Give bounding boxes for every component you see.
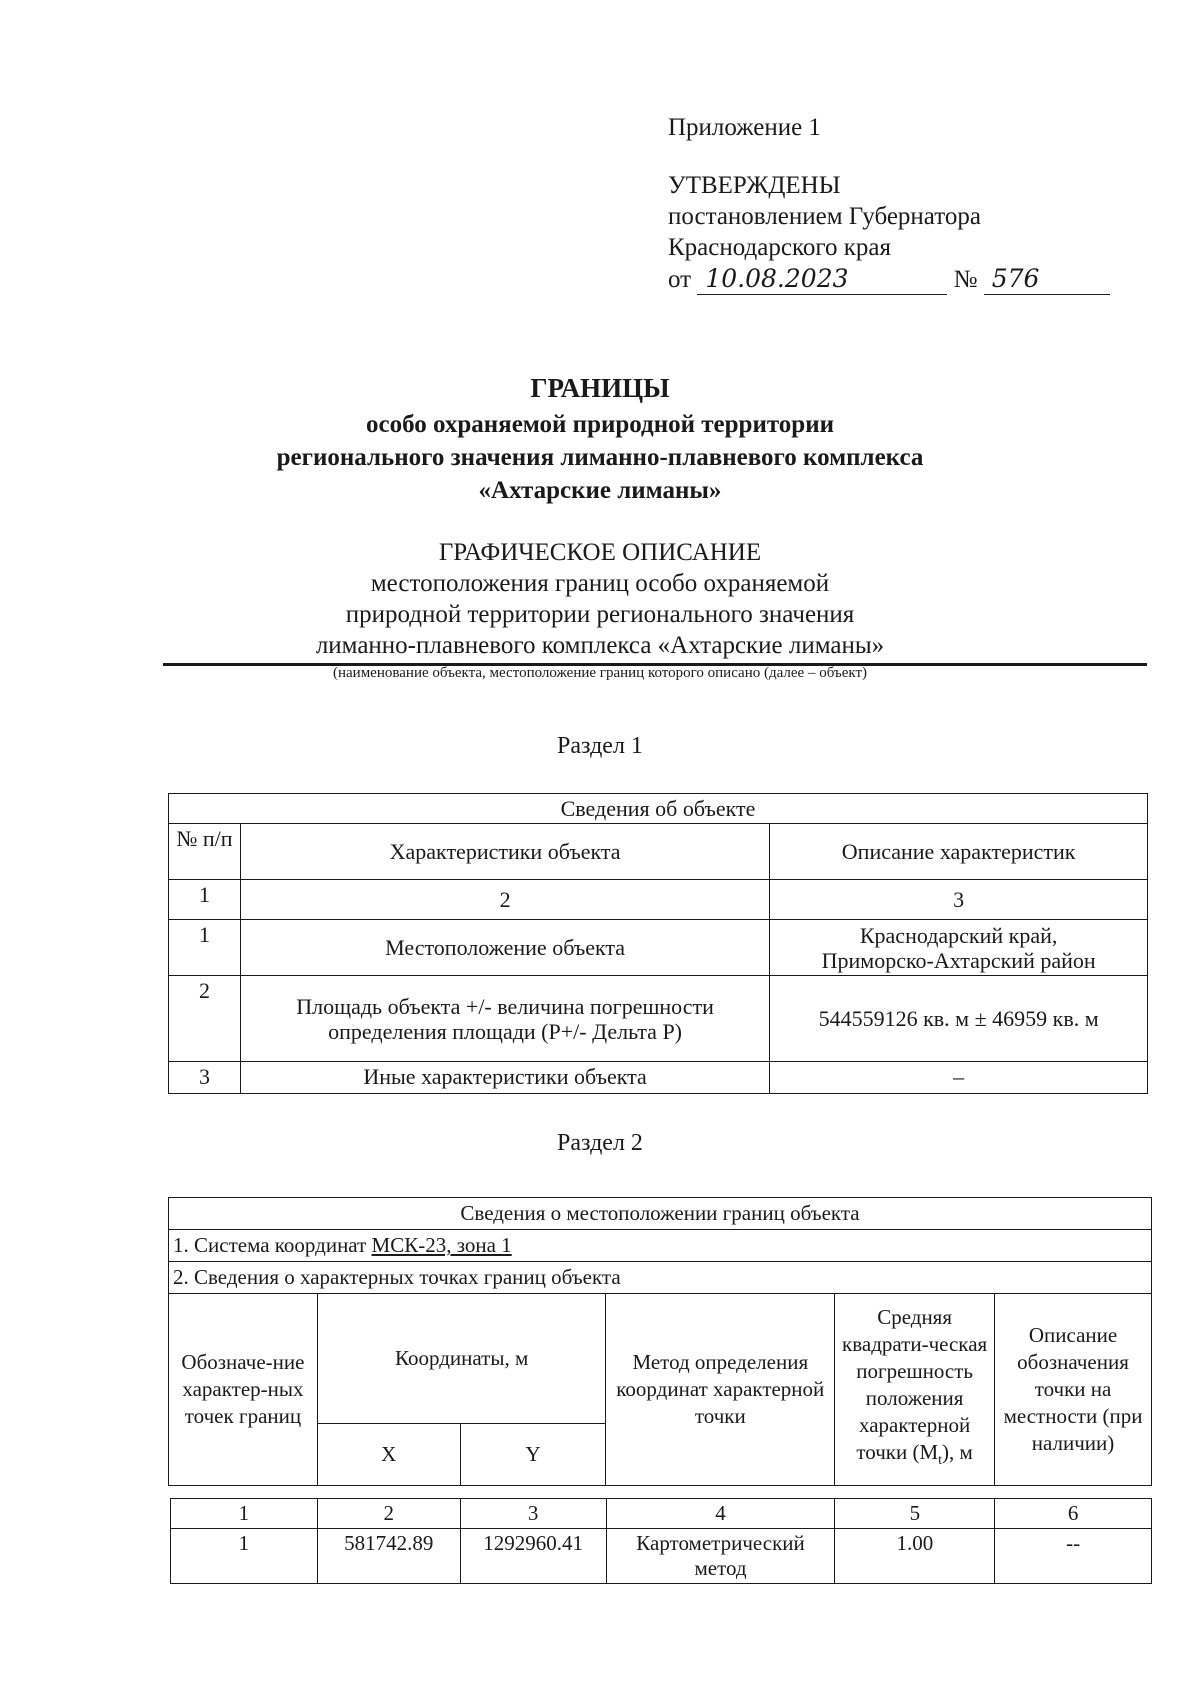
index-cell: 6 bbox=[995, 1499, 1152, 1529]
section-1-heading: Раздел 1 bbox=[557, 733, 643, 759]
header-num: № п/п bbox=[169, 824, 241, 880]
row-description: – bbox=[770, 1062, 1148, 1094]
header-characteristic: Характеристики объекта bbox=[240, 824, 769, 880]
section-2-heading: Раздел 2 bbox=[557, 1130, 643, 1156]
document-title: ГРАНИЦЫ bbox=[530, 373, 670, 403]
index-cell: 2 bbox=[240, 880, 769, 920]
point-x: 581742.89 bbox=[317, 1529, 460, 1584]
approval-line-1: постановлением Губернатора bbox=[668, 203, 981, 230]
title-line-1: особо охраняемой природной территории bbox=[365, 411, 835, 438]
header-error-subscript: t bbox=[938, 1453, 943, 1469]
object-caption: (наименование объекта, местоположение границ которого описано (далее – объект) bbox=[332, 665, 868, 681]
index-cell: 3 bbox=[770, 880, 1148, 920]
header-coordinates: Координаты, м bbox=[317, 1294, 606, 1424]
table-row bbox=[169, 976, 1148, 1062]
table-row bbox=[169, 1062, 1148, 1094]
handwritten-date: 10.08.2023 bbox=[697, 263, 947, 295]
header-x: X bbox=[317, 1424, 460, 1486]
header-method: Метод определения координат характерной точки bbox=[606, 1294, 835, 1486]
row-characteristic: Площадь объекта +/- величина погрешности определения площади (Р+/- Дельта Р) bbox=[240, 976, 769, 1062]
points-title-row: 2. Сведения о характерных точках границ объекта bbox=[169, 1262, 1152, 1294]
header-error-tail: ), м bbox=[942, 1440, 973, 1465]
table-row bbox=[169, 920, 1148, 976]
index-cell: 2 bbox=[317, 1499, 460, 1529]
index-cell: 1 bbox=[169, 880, 241, 920]
header-error bbox=[835, 1294, 995, 1486]
table-title: Сведения о местоположении границ объекта bbox=[169, 1198, 1152, 1230]
row-num: 1 bbox=[169, 920, 241, 976]
row-characteristic: Иные характеристики объекта bbox=[240, 1062, 769, 1094]
graphic-line-3: лиманно-плавневого комплекса «Ахтарские лиманы» bbox=[315, 632, 885, 659]
row-num: 2 bbox=[169, 976, 241, 1062]
approved-label: УТВЕРЖДЕНЫ bbox=[668, 172, 841, 199]
row-description: 544559126 кв. м ± 46959 кв. м bbox=[770, 976, 1148, 1062]
point-error: 1.00 bbox=[835, 1529, 995, 1584]
index-cell: 1 bbox=[171, 1499, 318, 1529]
header-y: Y bbox=[460, 1424, 606, 1486]
table-row bbox=[171, 1529, 1152, 1584]
number-prefix: № bbox=[953, 266, 978, 293]
table-title: Сведения об объекте bbox=[169, 794, 1148, 824]
approval-line-2: Краснодарского края bbox=[668, 234, 891, 261]
object-info-table bbox=[168, 793, 1148, 1094]
boundary-points-table bbox=[170, 1498, 1152, 1584]
graphic-line-2: природной территории регионального значения bbox=[345, 601, 855, 628]
row-description: Краснодарский край, Приморско-Ахтарский район bbox=[770, 920, 1148, 976]
point-number: 1 bbox=[171, 1529, 318, 1584]
header-designation: Обозначе-ние характер-ных точек границ bbox=[169, 1294, 318, 1486]
point-method: Картометрический метод bbox=[606, 1529, 835, 1584]
point-y: 1292960.41 bbox=[460, 1529, 606, 1584]
header-point-description: Описание обозначения точки на местности (при наличии) bbox=[995, 1294, 1152, 1486]
index-cell: 4 bbox=[606, 1499, 835, 1529]
index-cell: 3 bbox=[460, 1499, 606, 1529]
row-num: 3 bbox=[169, 1062, 241, 1094]
row-characteristic: Местоположение объекта bbox=[240, 920, 769, 976]
header-error-text: Средняя квадрати-ческая погрешность положения характерной точки (M bbox=[842, 1305, 988, 1465]
graphic-heading: ГРАФИЧЕСКОЕ ОПИСАНИЕ bbox=[438, 539, 762, 566]
title-line-3: «Ахтарские лиманы» bbox=[478, 477, 722, 504]
point-description: -- bbox=[995, 1529, 1152, 1584]
appendix-label: Приложение 1 bbox=[668, 114, 821, 141]
coordinate-system-row bbox=[169, 1230, 1152, 1262]
coordinate-system-value: МСК-23, зона 1 bbox=[371, 1233, 512, 1257]
graphic-line-1: местоположения границ особо охраняемой bbox=[370, 570, 830, 597]
date-prefix: от bbox=[668, 266, 692, 293]
boundary-info-table bbox=[168, 1197, 1152, 1486]
handwritten-number: 576 bbox=[984, 263, 1110, 295]
approval-block bbox=[668, 112, 1110, 295]
coordinate-system-prefix: 1. Система координат bbox=[173, 1233, 367, 1257]
title-line-2: регионального значения лиманно-плавневого комплекса bbox=[276, 444, 924, 471]
index-cell: 5 bbox=[835, 1499, 995, 1529]
header-description: Описание характеристик bbox=[770, 824, 1148, 880]
approval-date-line bbox=[668, 263, 1110, 295]
